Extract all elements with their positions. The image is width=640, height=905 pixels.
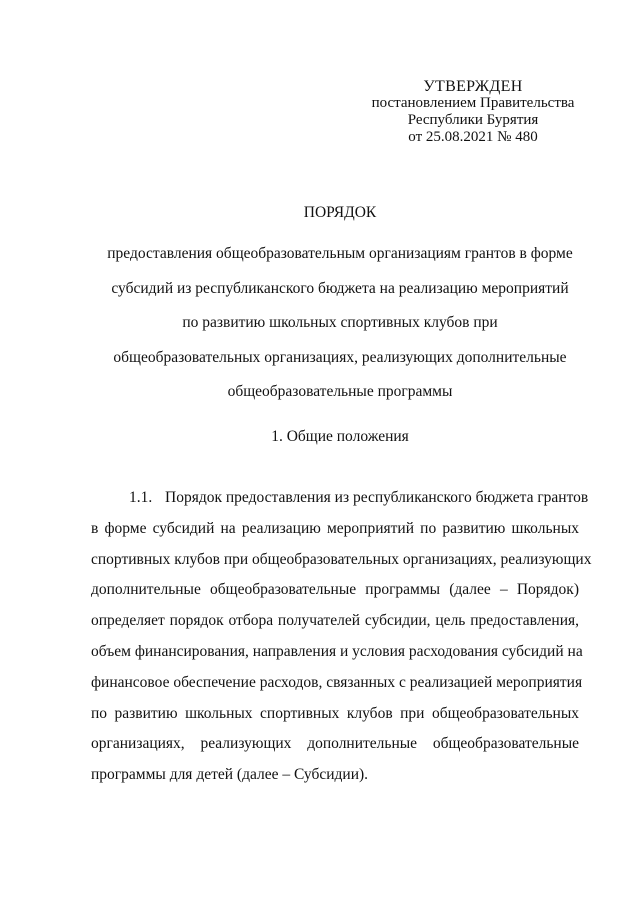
paragraph-line: по развитию школьных спортивных клубов при общеобразовательных — [91, 704, 579, 722]
approval-block — [358, 78, 588, 146]
document-subtitle-line: по развитию школьных спортивных клубов при — [182, 314, 498, 331]
document-subtitle-line: субсидий из республиканского бюджета на реализацию мероприятий — [111, 279, 569, 297]
approval-stamp: УТВЕРЖДЕН — [423, 78, 523, 95]
paragraph-line: объем финансирования, направления и условия расходования субсидий на — [91, 642, 583, 660]
document-subtitle-line: общеобразовательные программы — [227, 383, 453, 400]
paragraph-line: спортивных клубов при общеобразовательных организациях, реализующих — [91, 550, 592, 568]
paragraph-1-1 — [91, 488, 592, 796]
section-heading: 1. Общие положения — [271, 428, 409, 445]
approval-line-3: от 25.08.2021 № 480 — [408, 129, 538, 145]
document-subtitle-line: общеобразовательных организациях, реализующих дополнительные — [113, 348, 567, 366]
paragraph-line — [91, 488, 589, 519]
paragraph-line: организациях, реализующих дополнительные общеобразовательные — [91, 735, 579, 753]
paragraph-line: программы для детей (далее – Субсидии). — [91, 766, 369, 784]
document-subtitle-line: предоставления общеобразовательным организациям грантов в форме — [107, 245, 573, 262]
approval-line-1: постановлением Правительства — [371, 95, 575, 111]
paragraph-number: 1.1. — [129, 489, 153, 506]
paragraph-line: определяет порядок отбора получателей субсидии, цель предоставления, — [91, 612, 579, 630]
paragraph-line: дополнительные общеобразовательные программы (далее – Порядок) — [91, 581, 579, 599]
paragraph-line: в форме субсидий на реализацию мероприятий по развитию школьных — [91, 519, 579, 537]
approval-line-2: Республики Бурятия — [407, 112, 539, 128]
document-title: ПОРЯДОК — [303, 204, 377, 221]
document-title-block — [80, 203, 600, 410]
paragraph-line-text: Порядок предоставления из республиканского бюджета грантов — [165, 489, 589, 506]
paragraph-line: финансовое обеспечение расходов, связанных с реализацией мероприятия — [91, 673, 583, 691]
